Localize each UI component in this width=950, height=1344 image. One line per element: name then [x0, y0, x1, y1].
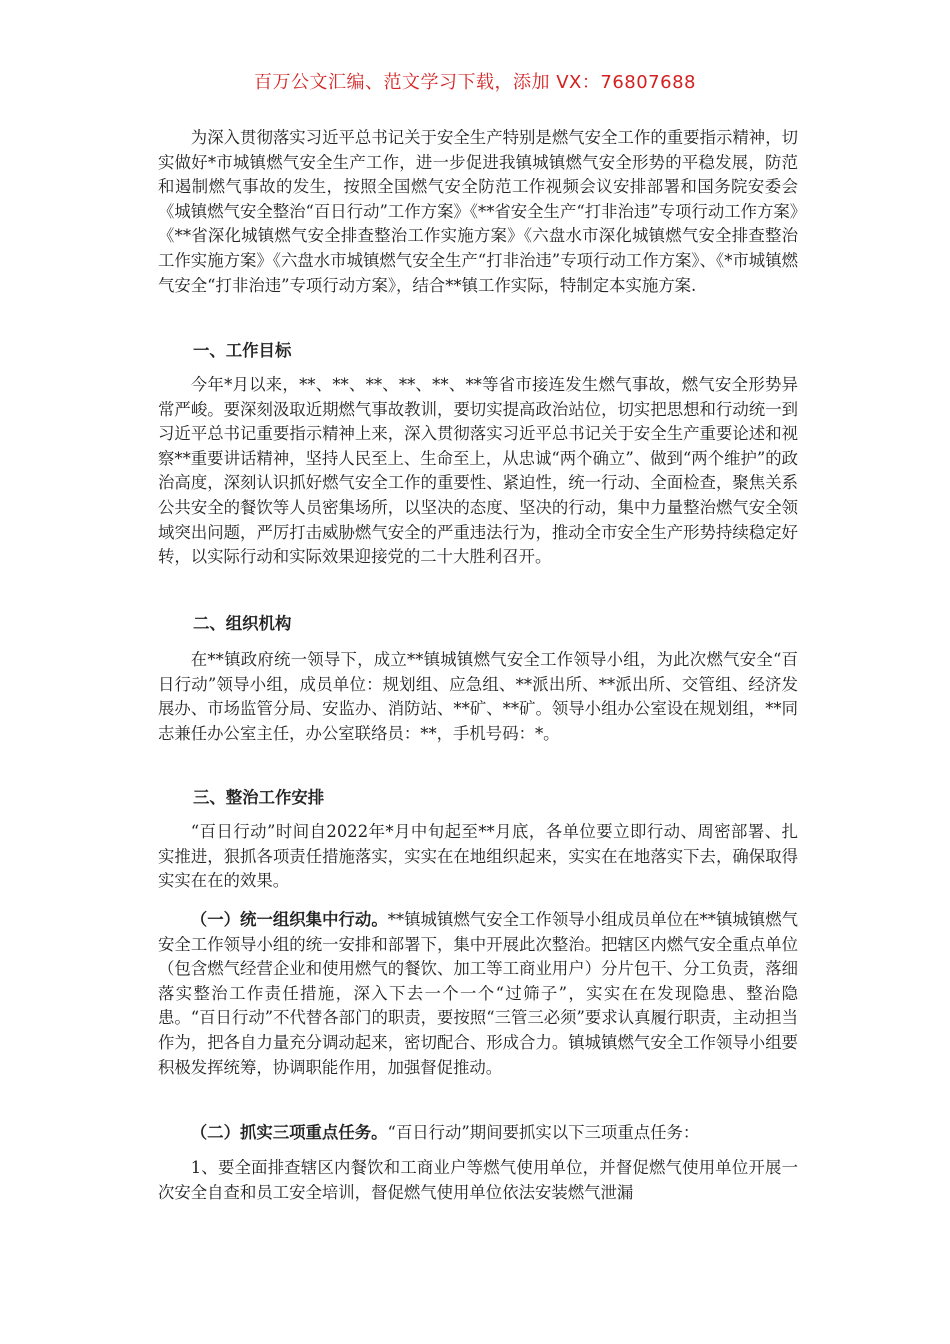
item2-body: “百日行动”期间要抓实以下三项重点任务：: [387, 1123, 700, 1142]
schedule-paragraph: “百日行动”时间自2022年*月中旬起至**月底，各单位要立即行动、周密部署、扎实推进，狠抓各项责任措施落实，实实在在地组织起来，实实在在地落实下去，确保取得实实在在的效果。: [158, 822, 798, 891]
task1-paragraph: 1、要全面排查辖区内餐饮和工商业户等燃气使用单位，并督促燃气使用单位开展一次安全自查和员工安全培训，督促燃气使用单位依法安装燃气泄漏: [158, 1158, 798, 1202]
heading-organization: 二、组织机构: [193, 614, 292, 633]
item1-body: **镇城镇燃气安全工作领导小组成员单位在**镇城镇燃气安全工作领导小组的统一安排和部署下，集中开展此次整治。把辖区内燃气安全重点单位（包含燃气经营企业和使用燃气的餐饮、加工等工商业用户）分片包干、分工负责，落细落实整治工作责任措施，深入下去一个一个“过筛子”，实实在在发现隐患、整治隐患。“百日行动”不代替各部门的职责，要按照“三管三必须”要求认真履行职责，主动担当作为，把各自力量充分调动起来，密切配合、形成合力。镇城镇燃气安全工作领导小组要积极发挥统筹，协调职能作用，加强督促推动。: [158, 910, 798, 1077]
goal-paragraph: 今年*月以来，**、**、**、**、**、**等省市接连发生燃气事故，燃气安全形势异常严峻。要深刻汲取近期燃气事故教训，要切实提高政治站位，切实把思想和行动统一到习近平总书记重要指示精神上来，深入贯彻落实习近平总书记关于安全生产重要论述和视察**重要讲话精神，坚持人民至上、生命至上，从忠诚“两个确立”、做到“两个维护”的政治高度，深刻认识抓好燃气安全工作的重要性、紧迫性，统一行动、全面检查，聚焦关系公共安全的餐饮等人员密集场所，以坚决的态度、坚决的行动，集中力量整治燃气安全领域突出问题，严厉打击威胁燃气安全的严重违法行为，推动全市安全生产形势持续稳定好转，以实际行动和实际效果迎接党的二十大胜利召开。: [158, 375, 798, 567]
item2-lead: （二）抓实三项重点任务。: [190, 1123, 388, 1142]
item2-paragraph: [158, 1121, 798, 1146]
item1-lead: （一）统一组织集中行动。: [190, 910, 388, 929]
watermark-banner: 百万公文汇编、范文学习下载，添加 VX：76807688: [254, 72, 696, 93]
heading-work-arrangement: 三、整治工作安排: [193, 788, 325, 807]
intro-paragraph: 为深入贯彻落实习近平总书记关于安全生产特别是燃气安全工作的重要指示精神，切实做好*市城镇燃气安全生产工作，进一步促进我镇城镇燃气安全形势的平稳发展，防范和遏制燃气事故的发生，按照全国燃气安全防范工作视频会议安排部署和国务院安委会《城镇燃气安全整治“百日行动”工作方案》《**省安全生产“打非治违”专项行动工作方案》《**省深化城镇燃气安全排查整治工作实施方案》《六盘水市深化城镇燃气安全排查整治工作实施方案》《六盘水市城镇燃气安全生产“打非治违”专项行动工作方案》、《*市城镇燃气安全“打非治违”专项行动方案》，结合**镇工作实际，特制定本实施方案.: [158, 128, 798, 295]
item1-paragraph: [158, 908, 798, 1080]
heading-work-goal: 一、工作目标: [193, 341, 292, 360]
org-paragraph: 在**镇政府统一领导下，成立**镇城镇燃气安全工作领导小组，为此次燃气安全“百日行动”领导小组，成员单位：规划组、应急组、**派出所、**派出所、交管组、经济发展办、市场监管分局、安监办、消防站、**矿、**矿。领导小组办公室设在规划组，**同志兼任办公室主任，办公室联络员：**，手机号码：*。: [158, 650, 798, 743]
